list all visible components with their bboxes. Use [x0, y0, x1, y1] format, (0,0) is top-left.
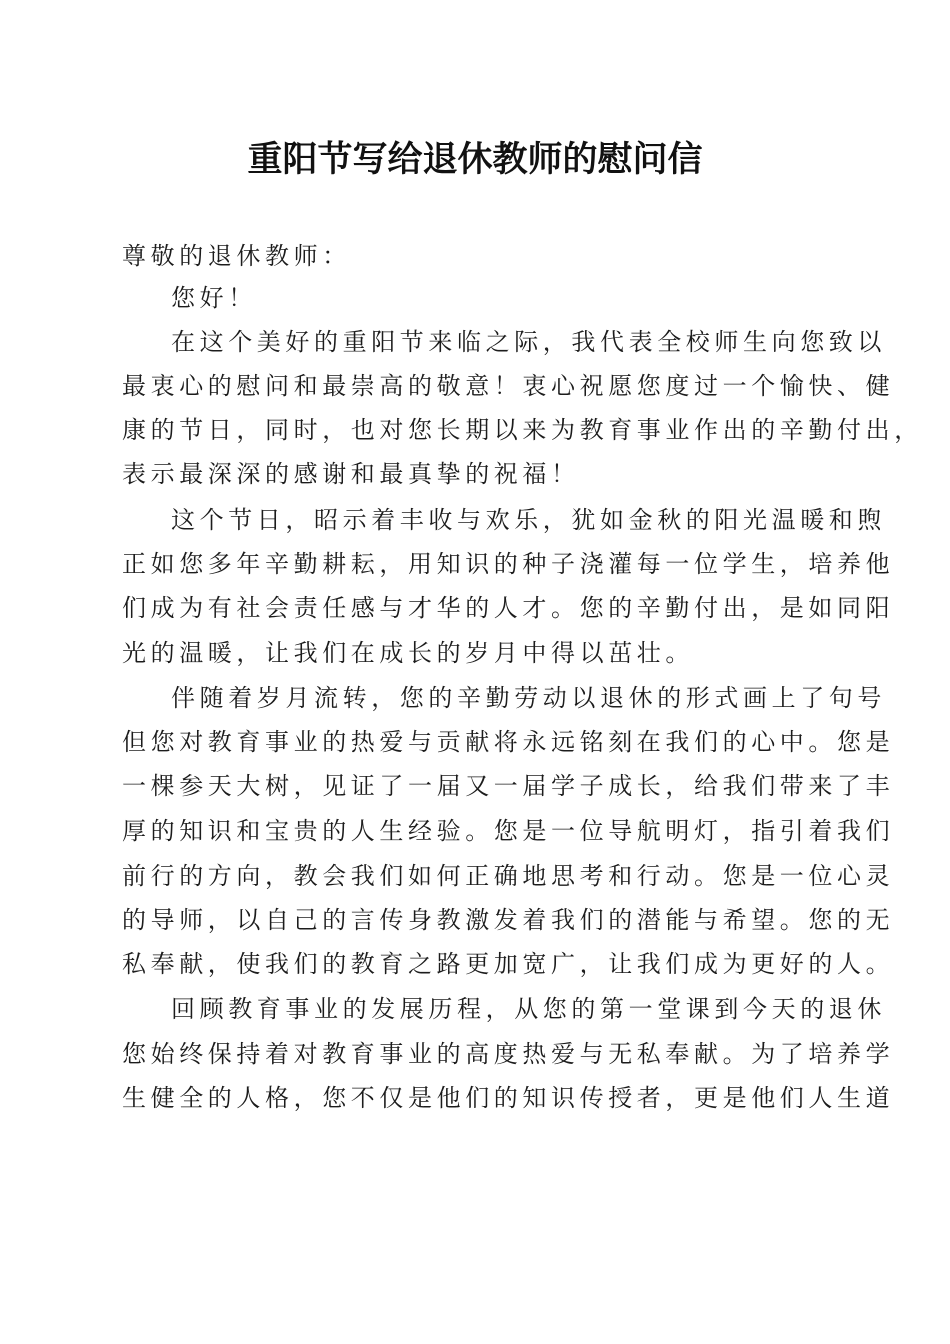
paragraph-line: 光的温暖，让我们在成长的岁月中得以茁壮。 — [122, 639, 694, 667]
paragraph-line: 这个节日，昭示着丰收与欢乐，犹如金秋的阳光温暖和煦 — [171, 506, 886, 534]
paragraph-line: 私奉献，使我们的教育之路更加宽广，让我们成为更好的人。 — [122, 950, 895, 978]
greeting: 您好！ — [171, 284, 257, 312]
paragraph-line: 厚的知识和宝贵的人生经验。您是一位导航明灯，指引着我们 — [122, 817, 895, 845]
salutation: 尊敬的退休教师： — [122, 242, 351, 270]
paragraph-line: 前行的方向，教会我们如何正确地思考和行动。您是一位心灵 — [122, 862, 895, 890]
paragraph-line: 康的节日，同时，也对您长期以来为教育事业作出的辛勤付出， — [122, 416, 923, 444]
paragraph-line: 的导师，以自己的言传身教激发着我们的潜能与希望。您的无 — [122, 906, 895, 934]
paragraph-line: 最衷心的慰问和最崇高的敬意！衷心祝愿您度过一个愉快、健 — [122, 372, 895, 400]
paragraph-line: 伴随着岁月流转，您的辛勤劳动以退休的形式画上了句号 — [171, 684, 886, 712]
document-title: 重阳节写给退休教师的慰问信 — [247, 139, 703, 180]
paragraph-line: 表示最深深的感谢和最真挚的祝福！ — [122, 460, 580, 488]
paragraph-line: 正如您多年辛勤耕耘，用知识的种子浇灌每一位学生，培养他 — [122, 550, 895, 578]
paragraph-line: 生健全的人格，您不仅是他们的知识传授者，更是他们人生道 — [122, 1084, 895, 1112]
paragraph-line: 一棵参天大树，见证了一届又一届学子成长，给我们带来了丰 — [122, 772, 895, 800]
paragraph-line: 但您对教育事业的热爱与贡献将永远铭刻在我们的心中。您是 — [122, 728, 895, 756]
paragraph-line: 们成为有社会责任感与才华的人才。您的辛勤付出，是如同阳 — [122, 594, 895, 622]
paragraph-line: 在这个美好的重阳节来临之际，我代表全校师生向您致以 — [171, 328, 886, 356]
paragraph-line: 您始终保持着对教育事业的高度热爱与无私奉献。为了培养学 — [122, 1040, 895, 1068]
paragraph-line: 回顾教育事业的发展历程，从您的第一堂课到今天的退休 — [171, 995, 886, 1023]
